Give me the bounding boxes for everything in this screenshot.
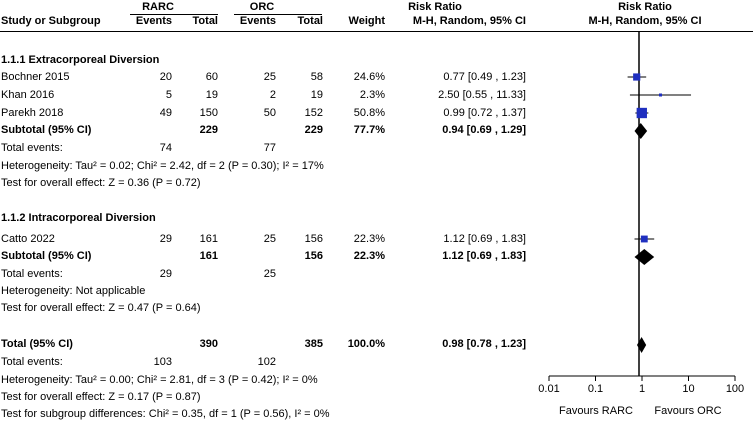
total1-value: 161 (199, 233, 218, 245)
overall-effect-text: Test for overall effect: Z = 0.36 (P = 0.72) (1, 177, 201, 189)
study-weight-square (633, 73, 640, 80)
events2-total: 77 (263, 142, 276, 154)
total1-value: 150 (199, 107, 218, 119)
events2-total: 25 (263, 268, 276, 280)
overall-effect-text: Test for overall effect: Z = 0.17 (P = 0.87) (1, 391, 201, 403)
events1-total: 103 (153, 356, 172, 368)
weight-value: 24.6% (353, 71, 385, 83)
total2-value: 19 (310, 89, 323, 101)
events2-value: 2 (269, 89, 276, 101)
pooled-diamond (635, 123, 648, 139)
total-events-label: Total events: (1, 142, 63, 154)
events1-header: Events (135, 15, 172, 27)
total1-value: 60 (205, 71, 218, 83)
subgroup2-title: 1.1.2 Intracorporeal Diversion (1, 212, 156, 224)
weight-value: 22.3% (353, 233, 385, 245)
plot-method-header: M-H, Random, 95% CI (588, 15, 702, 27)
x-tick-label: 0.01 (538, 383, 560, 395)
total2-header: Total (297, 15, 323, 27)
total2-value: 156 (304, 250, 323, 262)
study-weight-square (659, 94, 662, 97)
ci-value: 0.98 [0.78 , 1.23] (442, 338, 526, 350)
events1-total: 29 (159, 268, 172, 280)
weight-value: 77.7% (353, 124, 385, 136)
group1-header: RARC (142, 1, 174, 13)
events2-value: 25 (263, 233, 276, 245)
study-weight-square (641, 236, 648, 243)
group2-header: ORC (249, 1, 275, 13)
total-events-label: Total events: (1, 268, 63, 280)
ci-value: 2.50 [0.55 , 11.33] (438, 89, 526, 101)
total1-value: 229 (199, 124, 218, 136)
events1-value: 5 (165, 89, 172, 101)
events1-total: 74 (159, 142, 172, 154)
x-tick-label: 100 (725, 383, 745, 395)
study-name: Khan 2016 (1, 89, 55, 101)
events2-value: 50 (263, 107, 276, 119)
total1-value: 390 (199, 338, 218, 350)
total2-value: 229 (304, 124, 323, 136)
study-col-header: Study or Subgroup (1, 15, 101, 27)
weight-value: 50.8% (353, 107, 385, 119)
heterogeneity-text: Heterogeneity: Tau² = 0.00; Chi² = 2.81, df = 3 (P = 0.42); I² = 0% (1, 374, 318, 386)
plot-title: Risk Ratio (618, 1, 672, 13)
total2-value: 58 (310, 71, 323, 83)
total2-value: 385 (304, 338, 323, 350)
ci-value: 0.94 [0.69 , 1.29] (442, 124, 526, 136)
heterogeneity-text: Heterogeneity: Tau² = 0.02; Chi² = 2.42, df = 2 (P = 0.30); I² = 17% (1, 160, 324, 172)
heterogeneity-text: Heterogeneity: Not applicable (1, 285, 146, 297)
method-header: M-H, Random, 95% CI (412, 15, 526, 27)
total-label: Total (95% CI) (1, 338, 73, 350)
weight-value: 2.3% (359, 89, 385, 101)
total2-value: 156 (304, 233, 323, 245)
subtotal-label: Subtotal (95% CI) (1, 250, 92, 262)
subtotal-label: Subtotal (95% CI) (1, 124, 92, 136)
favours-right-label: Favours ORC (654, 405, 722, 417)
ci-value: 1.12 [0.69 , 1.83] (443, 233, 526, 245)
events2-value: 25 (263, 71, 276, 83)
events2-header: Events (239, 15, 276, 27)
subgroup1-title: 1.1.1 Extracorporeal Diversion (1, 54, 160, 66)
total-events-label: Total events: (1, 356, 63, 368)
total1-value: 19 (205, 89, 218, 101)
total1-header: Total (192, 15, 218, 27)
pooled-diamond (635, 249, 655, 265)
study-name: Bochner 2015 (1, 71, 70, 83)
events1-value: 49 (159, 107, 172, 119)
events1-value: 29 (159, 233, 172, 245)
study-weight-square (637, 108, 647, 118)
total2-value: 152 (304, 107, 323, 119)
favours-left-label: Favours RARC (559, 405, 633, 417)
events1-value: 20 (159, 71, 172, 83)
weight-value: 100.0% (347, 338, 385, 350)
ci-value: 0.77 [0.49 , 1.23] (443, 71, 526, 83)
events2-total: 102 (257, 356, 276, 368)
study-name: Parekh 2018 (1, 107, 64, 119)
overall-effect-text: Test for overall effect: Z = 0.47 (P = 0.64) (1, 302, 201, 314)
subgroup-diff-text: Test for subgroup differences: Chi² = 0.35, df = 1 (P = 0.56), I² = 0% (1, 408, 330, 420)
weight-header: Weight (348, 15, 385, 27)
x-tick-label: 0.1 (587, 383, 604, 395)
rr-title: Risk Ratio (408, 1, 462, 13)
ci-value: 0.99 [0.72 , 1.37] (443, 107, 526, 119)
study-name: Catto 2022 (1, 233, 55, 245)
weight-value: 22.3% (353, 250, 385, 262)
x-tick-label: 10 (682, 383, 695, 395)
total1-value: 161 (199, 250, 218, 262)
ci-value: 1.12 [0.69 , 1.83] (442, 250, 526, 262)
x-tick-label: 1 (638, 383, 646, 395)
